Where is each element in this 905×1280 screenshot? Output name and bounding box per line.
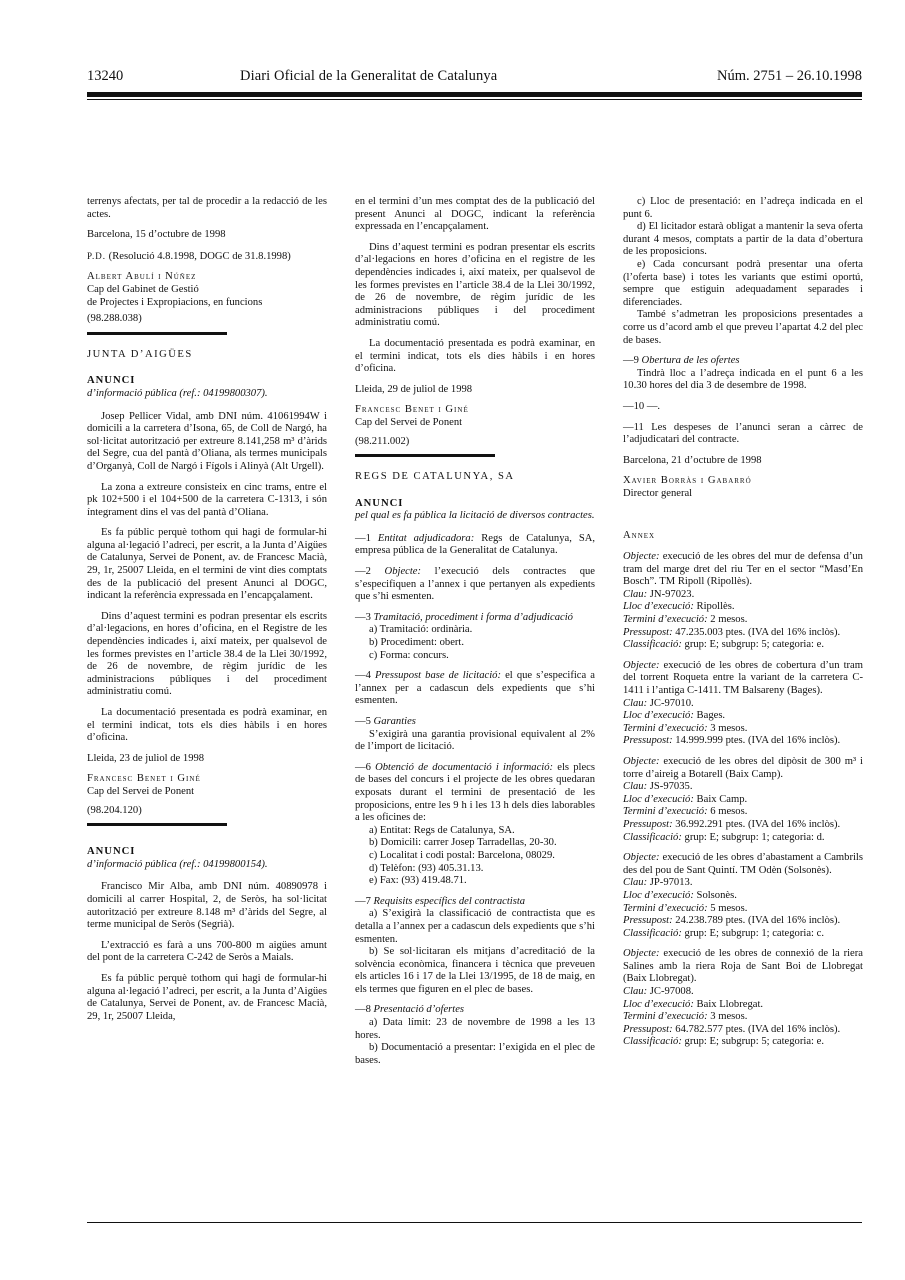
- annex-field-value: Baix Llobregat.: [696, 998, 764, 1010]
- annex-field-label: Pressupost:: [623, 915, 673, 927]
- item-number: —7: [355, 895, 371, 907]
- paragraph: Dins d’aquest termini es podran presentar els escrits d’al·legacions en hores d’oficina en el registre de les dependències indicades i, així mateix, per qualsevol de les formes previstes en l’article 38.4 de la Llei 30/1992, de 26 de novembre, de règim jurídic de les administracions públiques i del procediment administratiu comú.: [355, 241, 595, 329]
- separator-bar: [87, 823, 227, 826]
- signature-block: [87, 271, 327, 309]
- annex-field-label: Lloc d’execució:: [623, 710, 694, 722]
- sub-item: a) S’exigirà la classificació de contractista que es detalla a l’annex per a cadascun dels expedients que s’hi esmenten.: [355, 908, 595, 945]
- anunci-title: ANUNCI: [355, 497, 404, 509]
- item-label: Entitat adjudicadora:: [377, 532, 475, 544]
- annex-field-value: execució de les obres del dipòsit de 300 m³ i torre d’aireig a Botarell (Baix Camp).: [623, 755, 863, 780]
- date-line: Barcelona, 21 d’octubre de 1998: [623, 454, 762, 466]
- annex-field-label: Termini d’execució:: [623, 1011, 708, 1023]
- header-rule-thick: [87, 92, 862, 97]
- item-label: Pressupost base de licitació:: [374, 670, 501, 682]
- annex-field-label: Objecte:: [623, 852, 660, 864]
- pd-label: P.D.: [87, 250, 107, 261]
- annex-field-label: Objecte:: [623, 659, 660, 671]
- annex-field-value: JN-97023.: [649, 588, 695, 600]
- pd-text: (Resolució 4.8.1998, DOGC de 31.8.1998): [108, 250, 291, 262]
- item-3: [355, 612, 595, 625]
- reference-number: (98.211.002): [355, 435, 410, 447]
- annex-field-clau: [623, 986, 863, 999]
- signatory-role: Cap del Servei de Ponent: [355, 416, 463, 428]
- annex-title: Annex: [623, 530, 656, 542]
- annex-field-value: 2 mesos.: [710, 614, 748, 626]
- item-label: Tramitació, procediment i forma d’adjudicació: [373, 611, 573, 623]
- item-number: —6: [355, 761, 371, 773]
- annex-field-value: execució de les obres d’abastament a Cambrils des del pou de Sant Quintí. TM Odèn (Solsonès).: [623, 852, 864, 876]
- signatory-name: Albert Abulí i Núñez: [87, 271, 197, 283]
- separator-bar: [355, 454, 495, 457]
- signatory-name: Francesc Benet i Giné: [87, 773, 201, 785]
- anunci-title: ANUNCI: [87, 375, 136, 387]
- annex-field-press: [623, 735, 863, 748]
- annex-field-label: Pressupost:: [623, 1023, 673, 1035]
- date-line: Lleida, 23 de juliol de 1998: [87, 752, 205, 764]
- sub-item: b) Procediment: obert.: [369, 637, 465, 649]
- item-number: —8: [355, 1004, 371, 1016]
- sub-item: c) Localitat i codi postal: Barcelona, 08029.: [369, 849, 555, 861]
- reference-number: (98.288.038): [87, 313, 142, 325]
- annex-work-entry: [623, 756, 863, 844]
- paragraph: La documentació presentada es podrà examinar, en el termini indicat, tots els dies hàbils i en hores d’oficina.: [355, 337, 595, 375]
- item-5: [355, 716, 595, 729]
- item-number: —4: [355, 670, 371, 682]
- annex-field-value: grup: E; subgrup: 5; categoria: e.: [684, 1036, 824, 1048]
- item-label: Requisits específics del contractista: [373, 895, 526, 907]
- item-label: Garanties: [373, 716, 416, 727]
- item-text: Tindrà lloc a l’adreça indicada en el punt 6 a les 10.30 hores del dia 3 de desembre de 1998.: [623, 367, 863, 392]
- annex-field-value: Solsonès.: [696, 889, 737, 901]
- page-header: [87, 68, 862, 90]
- annex-field-obj: [623, 660, 863, 698]
- item-8: [355, 1004, 595, 1017]
- date-line: Barcelona, 15 d’octubre de 1998: [87, 229, 226, 241]
- annex-field-class: [623, 1036, 863, 1049]
- item-number: —9: [623, 355, 639, 367]
- annex-field-label: Classificació:: [623, 1036, 682, 1048]
- paragraph: També s’admetran les proposicions presentades a corre us d’acord amb el que preveu l’apartat 4.2 del plec de bases.: [623, 309, 863, 346]
- annex-field-label: Clau:: [623, 588, 648, 600]
- anunci-subtitle: pel qual es fa pública la licitació de diversos contractes.: [355, 510, 595, 522]
- signatory-name: Xavier Borràs i Gabarró: [623, 475, 752, 487]
- annex-field-value: grup: E; subgrup: 1; categoria: c.: [684, 927, 824, 939]
- page-number: 13240: [87, 68, 124, 84]
- annex-work-entry: [623, 948, 863, 1049]
- annex-field-label: Clau:: [623, 781, 648, 793]
- item-text: els plecs de bases del concurs i el projecte de les obres quedaran exposats durant el termini de presentació de les proposicions, entre les 9 h i les 13 h dels dies laborables a les oficines de:: [355, 761, 596, 824]
- annex-field-lloc: [623, 999, 863, 1012]
- annex-field-value: 64.782.577 ptes. (IVA del 16% inclòs).: [675, 1023, 841, 1035]
- annex-field-label: Objecte:: [623, 948, 660, 960]
- annex-field-obj: [623, 852, 863, 877]
- annex-work-entry: [623, 660, 863, 748]
- signature-block: [355, 404, 595, 429]
- item-number: —2: [355, 566, 371, 578]
- annex-field-class: [623, 928, 863, 941]
- annex-works-list: [623, 551, 863, 1049]
- annex-field-label: Clau:: [623, 877, 648, 889]
- column-1: [87, 196, 327, 1031]
- annex-field-label: Termini d’execució:: [623, 722, 708, 734]
- sub-item: d) El licitador estarà obligat a mantenir la seva oferta durant 4 mesos, comptats a partir de la data d’obertura de les proposicions.: [623, 221, 863, 258]
- item-label: Obertura de les ofertes: [641, 355, 740, 367]
- annex-field-class: [623, 832, 863, 845]
- sub-item: e) Cada concursant podrà presentar una oferta (l’oferta base) i totes les variants que estimi oportú, sempre que estiguin adequadament separades i diferenciades.: [623, 258, 863, 308]
- annex-field-lloc: [623, 890, 863, 903]
- anunci-subtitle: d’informació pública (ref.: 04199800307).: [87, 387, 268, 399]
- sub-item: a) Entitat: Regs de Catalunya, SA.: [369, 824, 515, 836]
- item-label: Obtenció de documentació i informació:: [375, 761, 554, 773]
- annex-field-value: 36.992.291 ptes. (IVA del 16% inclòs).: [675, 818, 841, 830]
- item-1: [355, 533, 595, 558]
- annex-field-press: [623, 819, 863, 832]
- item-6: [355, 762, 595, 825]
- annex-field-obj: [623, 948, 863, 986]
- annex-field-label: Termini d’execució:: [623, 902, 708, 914]
- anunci-subtitle: d’informació pública (ref.: 04199800154).: [87, 858, 268, 870]
- signatory-name: Francesc Benet i Giné: [355, 404, 469, 416]
- signatory-role: Director general: [623, 487, 693, 499]
- annex-field-press: [623, 627, 863, 640]
- annex-field-term: [623, 723, 863, 736]
- signature-block: [623, 475, 863, 500]
- annex-field-value: Bages.: [696, 710, 726, 722]
- footer-rule: [87, 1222, 862, 1223]
- sub-item: e) Fax: (93) 419.48.71.: [369, 875, 467, 887]
- paragraph: L’extracció es farà a uns 700-800 m aigües amunt del pont de la carretera C-242 de Seròs a Maials.: [87, 939, 327, 964]
- paragraph: terrenys afectats, per tal de procedir a la redacció de les actes.: [87, 196, 327, 220]
- paragraph: Francisco Mir Alba, amb DNI núm. 40890978 i domicili al carrer Hospital, 2, de Seròs, ha sol·licitat autorització per extreure 8.148 m³ d’àrids del Segre, al terme municipal de Seròs (Segrià).: [87, 881, 327, 931]
- pd-line: [87, 250, 327, 264]
- annex-field-value: JC-97008.: [649, 986, 694, 998]
- annex-field-value: 6 mesos.: [710, 806, 748, 818]
- annex-field-label: Objecte:: [623, 551, 660, 563]
- sub-item: c) Forma: concurs.: [369, 649, 449, 661]
- annex-field-lloc: [623, 601, 863, 614]
- annex-field-label: Pressupost:: [623, 735, 673, 747]
- item-7: [355, 896, 595, 909]
- annex-field-press: [623, 1024, 863, 1037]
- issue-date: Núm. 2751 – 26.10.1998: [717, 68, 862, 84]
- sub-item: b) Documentació a presentar: l’exigida en el plec de bases.: [355, 1042, 595, 1066]
- annex-field-value: grup: E; subgrup: 1; categoria: d.: [684, 831, 825, 843]
- annex-field-label: Classificació:: [623, 639, 682, 651]
- header-rule-thin: [87, 99, 862, 100]
- annex-work-entry: [623, 852, 863, 940]
- sub-item: b) Domicili: carrer Josep Tarradellas, 20-30.: [369, 837, 557, 849]
- annex-field-clau: [623, 877, 863, 890]
- sub-item: a) Data límit: 23 de novembre de 1998 a les 13 hores.: [355, 1017, 595, 1041]
- annex-field-value: execució de les obres del mur de defensa d’un tram del marge dret del riu Ter en el sector “Masd’En Bosch”. TM Ripoll (Ripollès).: [623, 551, 863, 588]
- column-2: [355, 196, 595, 1075]
- paragraph: en el termini d’un mes comptat des de la publicació del present Anunci al DOGC, indicant la referència expressada en l’encapçalament.: [355, 196, 595, 233]
- annex-field-label: Lloc d’execució:: [623, 889, 694, 901]
- annex-field-label: Clau:: [623, 986, 648, 998]
- annex-field-value: JS-97035.: [649, 781, 693, 793]
- annex-field-clau: [623, 589, 863, 602]
- annex-field-value: 3 mesos.: [710, 1011, 748, 1023]
- annex-field-term: [623, 806, 863, 819]
- item-text: el que s’especifica a l’annex per a cadascun dels expedients que s’hi esmenten.: [355, 670, 595, 707]
- item-label: Objecte:: [384, 566, 422, 578]
- annex-field-term: [623, 903, 863, 916]
- journal-title: Diari Oficial de la Generalitat de Catalunya: [240, 68, 498, 84]
- sub-item: b) Se sol·licitaran els mitjans d’acreditació de la solvència econòmica, financera i tècnica que preveuen els articles 16 i 17 de la Llei 13/1995, de 18 de maig, en els termes que figuren en el plec de bases.: [355, 946, 595, 995]
- annex-field-value: JP-97013.: [649, 877, 693, 889]
- section-heading: JUNTA D’AIGÜES: [87, 348, 193, 360]
- paragraph: La zona a extreure consisteix en cinc trams, entre el pk 102+500 i el 104+500 de la carretera C-1313, i són íntegrament dins el vas del pantà d’Oliana.: [87, 481, 327, 518]
- annex-field-value: 24.238.789 ptes. (IVA del 16% inclòs).: [675, 915, 841, 927]
- section-heading: REGS DE CATALUNYA, SA: [355, 471, 515, 483]
- annex-field-label: Clau:: [623, 697, 648, 709]
- annex-field-value: Ripollès.: [696, 601, 735, 613]
- annex-field-value: Baix Camp.: [696, 793, 748, 805]
- separator-bar: [87, 332, 227, 335]
- annex-field-term: [623, 614, 863, 627]
- item-text: l’execució dels contractes que s’especifiquen a l’annex i que pertanyen als expedients que s’hi esmenten.: [355, 566, 596, 603]
- annex-field-class: [623, 639, 863, 652]
- item-10: —10 —.: [623, 400, 661, 412]
- annex-field-label: Lloc d’execució:: [623, 601, 694, 613]
- annex-field-label: Pressupost:: [623, 626, 673, 638]
- annex-field-obj: [623, 551, 863, 589]
- item-11: —11 Les despeses de l’anunci seran a càrrec de l’adjudicatari del contracte.: [623, 421, 863, 446]
- annex-field-value: 3 mesos.: [710, 722, 748, 734]
- annex-field-clau: [623, 698, 863, 711]
- item-2: [355, 566, 595, 604]
- annex-field-label: Termini d’execució:: [623, 806, 708, 818]
- column-3: [623, 196, 863, 1057]
- sub-item: d) Telèfon: (93) 405.31.13.: [369, 862, 484, 874]
- annex-field-value: 47.235.003 ptes. (IVA del 16% inclòs).: [675, 626, 841, 638]
- paragraph: Es fa públic perquè tothom qui hagi de formular-hi alguna al·legació l’adreci, per escrit, a la Junta d’Aigües de Catalunya, Servei de Ponent, av. de Francesc Macià, 29, 1r, 25007 Lleida,: [87, 972, 327, 1022]
- annex-field-value: grup: E; subgrup: 5; categoria: e.: [684, 639, 824, 651]
- annex-field-value: 5 mesos.: [710, 902, 748, 914]
- anunci-title: ANUNCI: [87, 846, 136, 858]
- signatory-role: Cap del Gabinet de Gestió: [87, 283, 199, 295]
- annex-work-entry: [623, 551, 863, 652]
- item-text: Regs de Catalunya, SA, empresa pública de la Generalitat de Catalunya.: [355, 532, 596, 557]
- annex-field-clau: [623, 781, 863, 794]
- signatory-role: de Projectes i Expropiacions, en funcions: [87, 296, 263, 308]
- annex-field-label: Termini d’execució:: [623, 614, 708, 626]
- item-number: —3: [355, 611, 371, 623]
- annex-field-label: Objecte:: [623, 755, 660, 767]
- annex-field-press: [623, 915, 863, 928]
- item-9: [623, 355, 863, 368]
- item-number: —1: [355, 532, 371, 544]
- annex-field-lloc: [623, 710, 863, 723]
- paragraph: Es fa públic perquè tothom qui hagi de formular-hi alguna al·legació l’adreci, per escrit, a la Junta d’Aigües de Catalunya, Servei de Ponent, av. de Francesc Macià, 29, 1r, 25007 Lleida, en el termini de vint dies comptats des de la publicació del present Anunci al DOGC, indicant la referència expressada en l’encapçalament.: [87, 527, 327, 602]
- annex-field-term: [623, 1011, 863, 1024]
- annex-field-value: 14.999.999 ptes. (IVA del 16% inclòs).: [675, 735, 841, 747]
- annex-field-label: Lloc d’execució:: [623, 998, 694, 1010]
- paragraph: La documentació presentada es podrà examinar, en el termini indicat, tots els dies hàbils i en hores d’oficina.: [87, 707, 327, 744]
- signatory-role: Cap del Servei de Ponent: [87, 785, 195, 797]
- reference-number: (98.204.120): [87, 804, 142, 816]
- annex-field-value: JC-97010.: [649, 697, 694, 709]
- annex-field-label: Classificació:: [623, 831, 682, 843]
- item-text: S’exigirà una garantia provisional equivalent al 2% de l’import de licitació.: [355, 728, 595, 753]
- annex-field-label: Lloc d’execució:: [623, 793, 694, 805]
- paragraph: Dins d’aquest termini es podran presentar els escrits d’al·legacions, en hores d’oficina, en el Registre de les dependències indicades i, així mateix, per qualsevol de les formes previstes en l’article 38.4 de la Llei 30/1992, de 26 de novembre, de règim jurídic de les administracions públiques i del procediment administratiu comú.: [87, 610, 327, 698]
- item-number: —5: [355, 716, 371, 727]
- item-4: [355, 670, 595, 708]
- annex-field-label: Pressupost:: [623, 818, 673, 830]
- annex-field-obj: [623, 756, 863, 781]
- annex-field-value: execució de les obres de connexió de la riera Salines amb la riera Roja de Sant Boi de Llobregat (Baix Llobregat).: [623, 948, 863, 985]
- annex-field-label: Classificació:: [623, 927, 682, 939]
- date-line: Lleida, 29 de juliol de 1998: [355, 383, 473, 395]
- signature-block: [87, 773, 327, 798]
- paragraph: Josep Pellicer Vidal, amb DNI núm. 41061994W i domicili a la carretera d’Isona, 65, de Coll de Nargó, ha sol·licitat autorització per extreure 8.141,258 m³ d’àrids del Segre, cua del pantà d’Oliana, als termes municipals d’Organyà, Coll de Nargó i Fígols i Alinyà (Alt Urgell).: [87, 410, 327, 472]
- annex-field-lloc: [623, 794, 863, 807]
- item-label: Presentació d’ofertes: [373, 1004, 465, 1016]
- sub-item: c) Lloc de presentació: en l’adreça indicada en el punt 6.: [623, 196, 863, 220]
- sub-item: a) Tramitació: ordinària.: [369, 624, 473, 636]
- annex-field-value: execució de les obres de cobertura d’un tram del torrent Roqueta entre la variant de la carretera C-1411 i l’antiga C-1411. TM Balsareny (Bages).: [623, 659, 863, 696]
